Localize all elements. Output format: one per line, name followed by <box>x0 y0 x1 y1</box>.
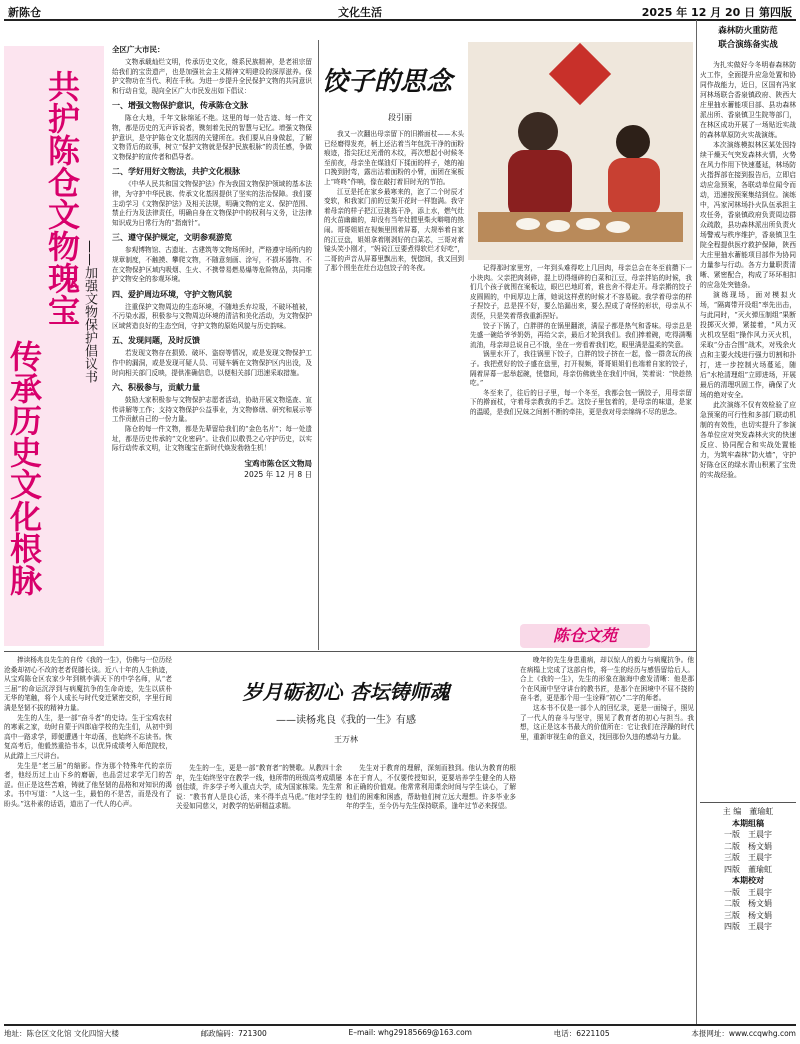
proposal-body <box>112 44 312 644</box>
sidebar-news-body <box>700 60 796 724</box>
staff-name: 王晨宇 <box>748 922 772 931</box>
staff-name: 王晨宇 <box>748 830 772 839</box>
footer-tel: 电话：6221105 <box>553 1029 610 1038</box>
proposal-date: 2025 年 12 月 8 日 <box>244 469 312 479</box>
proposal-title <box>6 70 80 630</box>
staff-row <box>700 921 796 933</box>
essay2-col2-top <box>176 656 342 680</box>
staff-proof-label: 本期校对 <box>732 876 764 885</box>
proposal-subtitle: ——加强文物保护倡议书 <box>82 240 97 383</box>
issue-date: 2025 年 12 月 20 日 第四版 <box>641 6 792 19</box>
column-logo: 陈仓文苑 <box>520 624 650 648</box>
staff-row <box>700 898 796 910</box>
essay2 <box>4 656 696 1022</box>
proposal-section-title: 四、爱护周边环境，守护文物风貌 <box>112 289 232 299</box>
sidebar-news <box>700 20 796 724</box>
essay1-paragraph: 冬至来了，往后的日子里，每一个冬至，我都会包一锅饺子，用母亲留下的擀面杖，守着母亲教我的手艺。这饺子里包着的，是母亲的味道，是家的温暖，是我们兄妹之间割不断的牵挂，更是我对母亲绵绵不尽的思念。 <box>470 388 692 416</box>
proposal-title-line-1: 共护陈仓文物瑰宝 <box>43 70 81 326</box>
essay1-title: 饺子的思念 <box>322 67 453 97</box>
staff-name: 杨文娟 <box>748 910 772 920</box>
essay2-paragraph: 先生是“老三届”的缩影。作为那个特殊年代的亲历者，他经历过上山下乡的磨砺，也品尝过求学无门的苦涩。但正是这些苦难，铸就了他坚韧的品格和对知识的渴求。书中写道：“人这一生，最怕的不是苦，而是没有了盼头。”这朴素的话语，道出了一代人的心声。 <box>4 761 172 808</box>
staff-name: 王晨宇 <box>748 887 772 897</box>
staff-role: 二版 <box>724 899 740 908</box>
essay1-col2 <box>470 264 692 650</box>
sidebar-divider <box>700 802 796 803</box>
essay2-paragraph: 先生的一生，更是一部“教育者”的赞歌。从教四十余年，先生始终坚守在教学一线，他所带的班级高考成绩屡创佳绩，许多学子考入重点大学，成为国家栋梁。先生常说：“教书育人是良心活，来不得半点马虎。”他对学生的关爱如同慈父，对教学的钻研精益求精。 <box>176 764 342 811</box>
illustration-dumplings <box>468 42 693 260</box>
proposal-section-body: 注重保护文物周边的生态环境，不随地丢弃垃圾，不破坏植被，不污染水源，积极参与文物周边环境的清洁和美化活动，为文物保护区域营造良好的生态空间，守护文物的原始风貌与历史韵味。 <box>112 302 312 330</box>
staff-role: 四版 <box>724 864 740 874</box>
proposal-title-line-2: 传承历史文化根脉 <box>5 340 43 596</box>
proposal-section-title: 五、发现问题，及时反馈 <box>112 336 200 346</box>
proposal-section-body: 参观博物馆、古遗址、古建筑等文物场所时，严格遵守场所内的规章制度，不触摸、攀爬文物，不随意刻画、涂写，不损坏器物、不在文物保护区域内吸烟、生火、不携带易燃易爆等危险物品，共同维护文物安全的参观环境。 <box>112 246 312 284</box>
footer-rule <box>4 1024 796 1026</box>
essay1-col1 <box>324 130 464 650</box>
footer <box>4 1028 796 1039</box>
essay1-paragraph: 记得那时家里穷，一年到头难得吃上几回肉，母亲总会在冬至前攒下一小块肉。父亲把肉剁碎，混上切得细碎的白菜和江豆，母亲拌馅的时候，我们几个孩子就围在案板边，眼巴巴地盯着，谁也舍不得走开。母亲擀的饺子皮圆圆的，中间厚边上薄，她说这样煮的时候才不容易破。我学着母亲的样子捏饺子，总是捏不好，要么馅漏出来，要么捏成了奇怪的形状，母亲从不责怪，只是笑着帮我重新捏好。 <box>470 264 692 320</box>
paper-name: 新陈仓 <box>8 6 41 19</box>
proposal-section-body: 若发现文物存在损毁、破坏、盗窃等情况，或是发现文物保护工作中的漏洞，或是发现可疑人员、可疑车辆在文物保护区内出没，及时向相关部门反映，提供准确信息，以便相关部门迅速采取措施。 <box>112 349 312 377</box>
essay1-paragraph: 饺子下锅了，白胖胖的在锅里翻滚，满屋子都是热气和香味。母亲总是先盛一碗给爷爷奶奶，再给父亲，最后才轮到我们。我们捧着碗，吃得满嘴流油，母亲却总说自己不饿，坐在一旁看着我们吃，眼里满是温柔的笑意。 <box>470 321 692 349</box>
header-rule <box>4 19 796 21</box>
staff-name: 董瑜虹 <box>748 864 772 874</box>
staff-box <box>700 806 796 933</box>
staff-name: 杨文娟 <box>748 841 772 851</box>
proposal-section-body: 陈仓大地，千年文脉绵延不绝。这里的每一处古迹、每一件文物，都是历史的无声诉说者，镌刻着先民的智慧与记忆。增强文物保护意识，是守护陈仓文化基因的关键所在。我们要从自身做起，了解文物背后的故事，树立“保护文物就是保护民族根脉”的责任感，争做文物保护的宣传者和倡导者。 <box>112 114 312 161</box>
sidebar-paragraph: 本次演练模拟林区某处因持续干燥天气突发森林火情，火势在风力作用下快速蔓延，林场防火指挥部在接到报告后，立即启动应急预案，各联动单位闻令而动，迅速按预案集结到位。演练中，冯家河林场扑火队伍承担主攻任务，香泉镇政府负责周边群众疏散，县功森林派出所负责火场警戒与秩序维护，香泉镇卫生院全程提供医疗救护保障，陕西大庄里抽水蓄能项目部作为协同力量参与行动。各方力量职责清晰、紧密配合，构成了环环相扣的应急处突链条。 <box>700 141 796 289</box>
staff-role: 一版 <box>724 887 740 897</box>
staff-name: 杨文娟 <box>748 899 772 908</box>
proposal-salutation: 全区广大市民： <box>112 45 165 54</box>
sidebar-paragraph: 此次演练不仅有效检验了应急预案的可行性和多部门联动机制的有效性，也切实提升了参演各单位应对突发森林火灾的快速反应、协同配合和实战处置能力，为筑牢森林“防火墙”，守护好陈仓区的绿水青山积累了宝贵的实战经验。 <box>700 401 796 479</box>
footer-email: E–mail: whg29185669@163.com <box>348 1028 472 1037</box>
proposal-section-title: 一、增强文物保护意识，传承陈仓文脉 <box>112 101 248 111</box>
essay2-paragraph: 捧读杨兆良先生的自传《我的一生》，仿佛与一位历经沧桑却初心不改的老者促膝长谈。近八十年的人生轨迹，从宝鸡陈仓区农家少年到桃李满天下的中学名师，从“老三届”的命运沉浮到与病魔抗争的生命奇迹，先生以质朴无华的笔触，将个人成长与时代变迁紧密交织，字里行间满是坚韧不拔的精神力量。 <box>4 656 172 712</box>
essay2-paragraph: 先生的人生，是一部“奋斗者”的史诗。生于宝鸡农村的寒素之家，幼时自蒙于四郎庙学校的先生们，从初中到高中一路求学，即便遭遇十年动荡，也始终不忘读书。恢复高考后，他毅然重拾书本，以优异成绩考入师范院校，从此踏上三尺讲台。 <box>4 713 172 760</box>
sidebar-title-line-2: 联合演练备实战 <box>718 40 778 50</box>
essay2-author: 王万林 <box>334 735 358 744</box>
sidebar-paragraph: 为扎实做好今冬明春森林防火工作，全面提升应急处置和协同作战能力，近日，区国有冯家河林场联合香泉镇政府、陕西大庄里抽水蓄能项目部、县功森林派出所、香泉镇卫生院等部门，在林区成功开展了一场贴近实战的森林草原防火实战演练。 <box>700 61 796 139</box>
staff-row <box>700 852 796 864</box>
staff-role: 三版 <box>724 910 740 920</box>
staff-name: 王晨宇 <box>748 853 772 862</box>
staff-row <box>700 910 796 922</box>
essay2-title: 岁月砺初心 杏坛铸师魂 <box>242 680 450 704</box>
essay2-paragraph: 这本书不仅是一部个人的回忆录，更是一面镜子，照见了一代人的奋斗与坚守，照见了教育者的初心与担当。我想，这正是这本书最大的价值所在：它让我们在浮躁的时代里，重新审视生命的意义，找回那份久违的感动与力量。 <box>520 703 694 741</box>
proposal-intro: 文物承载灿烂文明，传承历史文化，维系民族精神，是老祖宗留给我们的宝贵遗产，也是加强社会主义精神文明建设的深厚滋养。保护文物功在当代、利在千秋。为进一步提升全民保护文物的共同意识和行动自觉，现向全区广大市民发出如下倡议： <box>112 58 312 95</box>
dumpling-family-illustration <box>468 42 693 260</box>
essay2-paragraph: 先生对于教育的理解，深刻而独到。他认为教育的根本在于育人，不仅要传授知识，更要培养学生健全的人格和正确的价值观。他常常利用课余时间与学生谈心，了解他们的困难和困惑，帮助他们树立远大理想。许多毕业多年的学生，至今仍与先生保持联系，逢年过节必来探望。 <box>346 764 516 811</box>
essay2-paragraph: 晚年的先生身患重病，却以惊人的毅力与病魔抗争。他在病榻上完成了这部自传，将一生的经历与感悟留给后人。合上《我的一生》，先生的形象在脑海中愈发清晰：他是那个在风雨中坚守讲台的教书匠，是那个在困境中不屈不挠的奋斗者，更是那个用一生诠释“初心”二字的师者。 <box>520 656 694 703</box>
staff-row <box>700 829 796 841</box>
staff-role: 三版 <box>724 853 740 862</box>
staff-chief-name: 董瑜虹 <box>749 807 774 816</box>
staff-role: 二版 <box>724 841 740 851</box>
sidebar-paragraph: 演练现场，面对模拟火场，“隔离带开设组”率先出击，与此同时，“灭火弹压制组”果断投掷灭火弹，紧接着，“风力灭火机攻坚组”操作风力灭火机，采取“分击合围”战术，对残余火点和主要火线进行强力切割和扑打，进一步控制火场蔓延，随后“水枪清理组”立即进场，开展最后的清理巩固工作，确保了火场的绝对安全。 <box>700 291 796 399</box>
essay1-paragraph: 锅里水开了，我往锅里下饺子，白胖的饺子挤在一起，像一群贪玩的孩子。我把煮好的饺子盛在盘里，打开视频，哥哥姐姐们也端着自家的饺子，隔着屏幕一起举起碗，恍惚间，母亲仿佛就坐在我们中间，笑着说：“快趁热吃。” <box>470 350 692 388</box>
essay2-subtitle: ——读杨兆良《我的一生》有感 <box>276 715 416 726</box>
staff-chief <box>700 806 796 818</box>
section-name: 文化生活 <box>338 6 382 19</box>
staff-row <box>700 864 796 876</box>
column-divider <box>696 20 697 1024</box>
proposal-closing: 陈仓的每一件文物，都是先辈留给我们的“金色名片”；每一处遗址，都是历史传承的“文化密码”。让我们以敬畏之心守护历史，以实际行动传承文明，让文物瑰宝在新时代焕发勃勃生机！ <box>112 425 312 453</box>
masthead <box>8 2 792 20</box>
proposal-section-title: 二、学好用好文物法，共护文化根脉 <box>112 167 240 177</box>
proposal-signature: 宝鸡市陈仓区文物局 <box>244 458 312 468</box>
essay1-author: 段引丽 <box>388 113 412 122</box>
proposal-section-body: 《中华人民共和国文物保护法》作为我国文物保护领域的基本法律，为守护中华民族、传承文化基因提供了坚实的法治保障。我们要主动学习《文物保护法》及相关法规，明确文物的定义、保护范围、禁止行为及法律责任，明确自身在文物保护中的权利与义务，让法律知识成为日常行为的“指南针”。 <box>112 180 312 227</box>
staff-row <box>700 887 796 899</box>
proposal-section-title: 六、积极参与，贡献力量 <box>112 383 200 393</box>
sidebar-title-line-1: 森林防火重防范 <box>718 26 778 36</box>
footer-address: 地址：陈仓区文化馆 文化四馆大楼 <box>4 1029 119 1038</box>
essay1-paragraph: 我又一次翻出母亲留下的旧擀面杖——木头已经磨得发亮，柄上还沾着当年包洗干净的面粉痕迹，指尖抚过光滑的木纹，再次想起小时候冬至前夜，母亲坐在煤油灯下揉面的样子，她的袖口挽到肘弯，露出沾着面粉的小臂，面团在案板上“咚咚”作响，像在敲打着旧时光的节拍。 <box>324 130 464 186</box>
staff-row <box>700 841 796 853</box>
proposal-section-body: 鼓励大家积极参与文物保护志愿者活动，协助开展文物巡查、宣传讲解等工作；支持文物保护公益事业，为文物修缮、研究和展示等工作贡献自己的一份力量。 <box>112 396 312 424</box>
essay2-col3 <box>346 764 516 1022</box>
staff-role: 一版 <box>724 830 740 839</box>
section-divider <box>4 651 696 652</box>
footer-postcode: 邮政编码：721300 <box>200 1029 267 1038</box>
column-divider <box>318 40 319 650</box>
staff-role: 四版 <box>724 922 740 931</box>
proposal-section-title: 三、遵守保护规定，文明参观游览 <box>112 233 232 243</box>
essay2-col1 <box>4 656 172 1022</box>
essay2-col4 <box>520 656 694 1022</box>
essay1-paragraph: 江豆是托在家乡最寒来的，泡了二个时辰才变软，和我家门前的豆架开花时一样饱满。我守着母亲的样子把江豆挑拣干净，添上水，燃气灶的火苗幽幽的，却没有当年灶膛里柴火噼啪的热闹。哥哥姐姐在视频里围着屏幕，大规举着自家的江豆盘，姐姐拿着刚剥好的白菜芯，三哥对着镜头笑小刚才，“妈说江豆要煮得软烂才好吃”，二哥的声音从屏幕里飘出来，恍惚间，我又回到了那个围坐在灶台边包饺子的冬夜。 <box>324 187 464 273</box>
footer-website: 本报网址：www.ccqwhg.com <box>691 1029 796 1038</box>
essay2-col2 <box>176 764 342 1022</box>
staff-chief-label: 主 编 <box>722 807 742 816</box>
staff-group-label: 本期组稿 <box>732 818 764 828</box>
